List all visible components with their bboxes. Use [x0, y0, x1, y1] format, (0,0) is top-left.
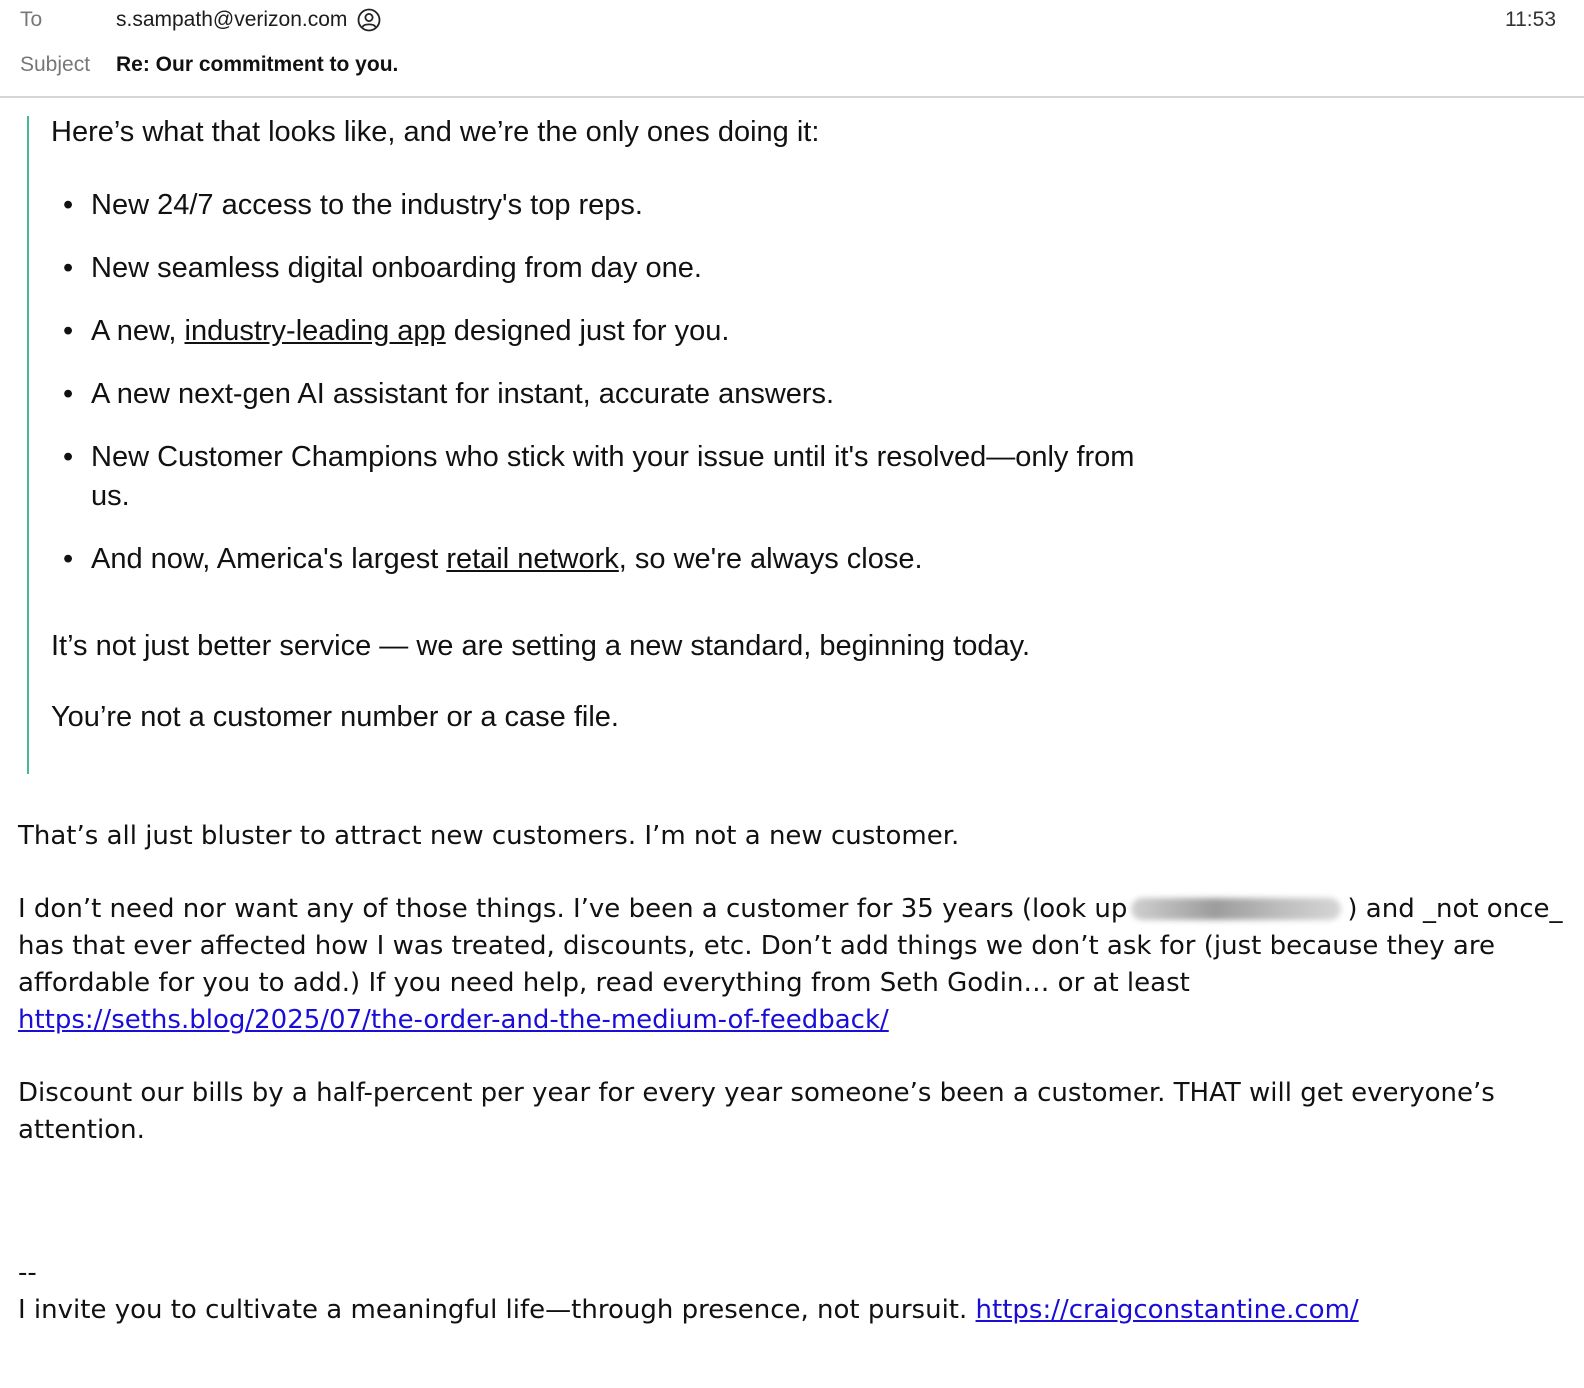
message-time: 11:53: [1505, 8, 1556, 31]
recipient-address[interactable]: s.sampath@verizon.com: [116, 8, 348, 31]
craigconstantine-link[interactable]: https://craigconstantine.com/: [975, 1295, 1359, 1325]
signature: [18, 1255, 1563, 1329]
subject-label: Subject: [20, 53, 91, 76]
quoted-benefits-list: [51, 186, 1201, 603]
redacted-text: [1131, 898, 1341, 920]
quoted-paragraph: It’s not just better service — we are setting a new standard, beginning today.: [51, 630, 1031, 662]
signature-text: I invite you to cultivate a meaningful life—through presence, not pursuit.: [18, 1295, 968, 1325]
retail-network-link[interactable]: retail network: [446, 543, 619, 575]
reply-paragraph: Discount our bills by a half-percent per year for every year someone’s been a customer. THAT will get everyone’s attention.: [18, 1078, 1495, 1145]
contact-person-icon[interactable]: [357, 8, 381, 32]
seths-blog-link[interactable]: https://seths.blog/2025/07/the-order-and-the-medium-of-feedback/: [18, 1005, 889, 1035]
list-item: • New 24/7 access to the industry's top reps.: [51, 186, 1201, 225]
subject-text: Re: Our commitment to you.: [116, 53, 399, 76]
list-item: • A new next-gen AI assistant for instant, accurate answers.: [51, 375, 1201, 414]
quoted-intro: Here’s what that looks like, and we’re the only ones doing it:: [51, 116, 820, 148]
quoted-paragraph: You’re not a customer number or a case file.: [51, 701, 619, 733]
quoted-message: [27, 116, 1227, 774]
recipient[interactable]: [116, 8, 381, 32]
list-item: • New Customer Champions who stick with your issue until it's resolved—only from us.: [51, 438, 1181, 516]
list-item: • New seamless digital onboarding from day one.: [51, 249, 1201, 288]
list-item: • And now, America's largest retail network, so we're always close.: [51, 540, 1201, 579]
reply-paragraph: That’s all just bluster to attract new customers. I’m not a new customer.: [18, 821, 960, 851]
list-item: • A new, industry-leading app designed just for you.: [51, 312, 1201, 351]
signature-separator: --: [18, 1258, 37, 1288]
email-header: [0, 0, 1584, 98]
industry-leading-app-link[interactable]: industry-leading app: [184, 315, 446, 347]
to-label: To: [20, 8, 43, 31]
reply-paragraph: I don’t need nor want any of those things. I’ve been a customer for 35 years (look up ) and _not once_ has that ever affected how I was treated, discounts, etc. Don’t add things we don’t ask for (just because they are affordable for you to add.) If you need help, read everything from Seth Godin… or at least https://seths.blog/2025/07/the-order-and-the-medium-of-feedback/: [18, 894, 1563, 1035]
reply-body: [18, 818, 1563, 1185]
